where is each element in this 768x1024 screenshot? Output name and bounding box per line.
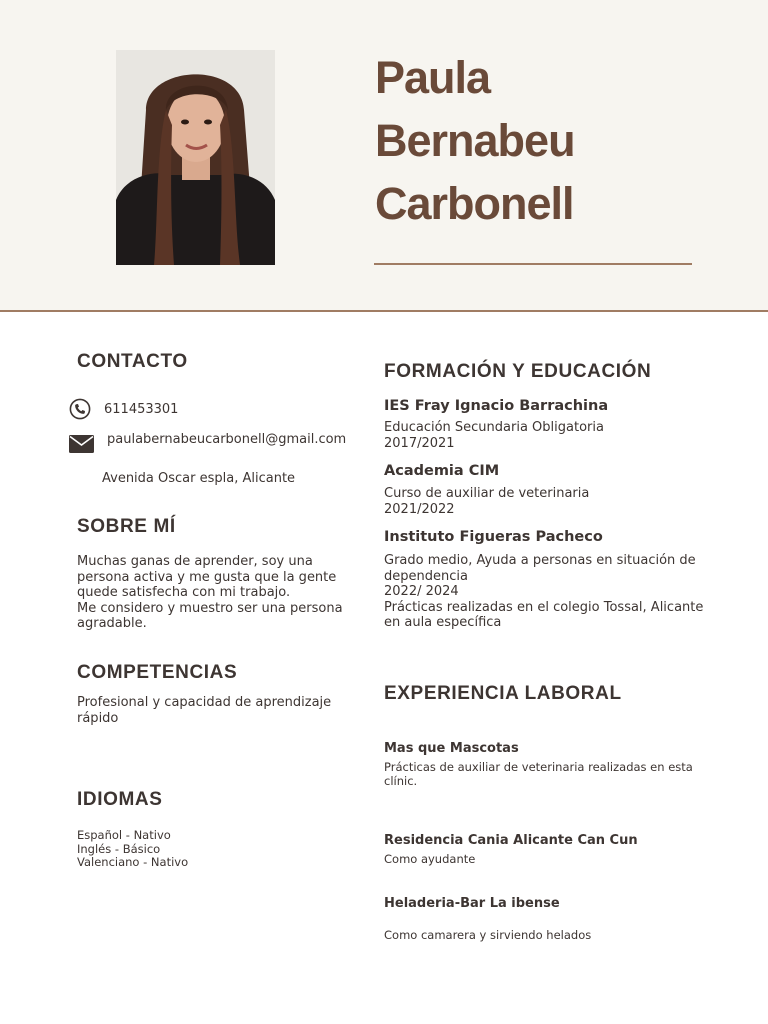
experience-line: Prácticas de auxiliar de veterinaria realizadas en esta <box>384 760 693 774</box>
education-line: 2021/2022 <box>384 501 455 517</box>
languages-title: IDIOMAS <box>77 789 163 810</box>
experience-title: EXPERIENCIA LABORAL <box>384 683 622 704</box>
contact-title: CONTACTO <box>77 351 188 372</box>
skills-text <box>77 695 367 726</box>
experience-details <box>384 852 475 866</box>
skills-title: COMPETENCIAS <box>77 662 238 683</box>
languages-list <box>77 829 188 870</box>
name-line-last: Carbonell <box>375 178 574 229</box>
experience-company: Heladeria-Bar La ibense <box>384 896 560 911</box>
education-line: en aula específica <box>384 615 502 631</box>
about-line: Muchas ganas de aprender, soy una <box>77 554 313 569</box>
experience-line: clínic. <box>384 774 418 788</box>
education-details <box>384 553 734 631</box>
about-line: agradable. <box>77 616 147 632</box>
experience-line: Como camarera y sirviendo helados <box>384 928 592 942</box>
education-line: 2022/ 2024 <box>384 584 459 600</box>
language-item: Español - Nativo <box>77 828 171 842</box>
education-line: dependencia <box>384 568 468 584</box>
about-line: Me considero y muestro ser una persona <box>77 600 343 616</box>
name-line-middle: Bernabeu <box>375 115 575 166</box>
language-item: Inglés - Básico <box>77 841 161 856</box>
experience-line: Como ayudante <box>384 852 476 866</box>
name-line-first: Paula <box>375 52 491 103</box>
education-line: Grado medio, Ayuda a personas en situación de <box>384 553 696 568</box>
contact-address: Avenida Oscar espla, Alicante <box>102 471 296 486</box>
about-text <box>77 554 367 632</box>
contact-email: paulabernabeucarbonell@gmail.com <box>107 432 347 447</box>
language-item: Valenciano - Nativo <box>77 855 189 869</box>
phone-icon <box>69 398 91 424</box>
experience-company: Mas que Mascotas <box>384 741 519 756</box>
education-line: Prácticas realizadas en el colegio Tossal, Alicante <box>384 599 704 615</box>
skills-line: Profesional y capacidad de aprendizaje <box>77 695 332 710</box>
contact-phone: 611453301 <box>104 402 179 417</box>
education-school: Instituto Figueras Pacheco <box>384 529 603 545</box>
full-name <box>375 46 735 235</box>
education-details <box>384 486 589 517</box>
header-divider <box>0 310 768 312</box>
experience-details <box>384 760 734 788</box>
education-school: IES Fray Ignacio Barrachina <box>384 398 609 414</box>
about-line: quede satisfecha con mi trabajo. <box>77 585 291 601</box>
education-details <box>384 420 604 451</box>
education-line: 2017/2021 <box>384 435 455 451</box>
profile-photo <box>116 50 275 265</box>
skills-line: rápido <box>77 710 119 726</box>
experience-company: Residencia Cania Alicante Can Cun <box>384 833 638 848</box>
education-title: FORMACIÓN Y EDUCACIÓN <box>384 361 652 382</box>
about-title: SOBRE MÍ <box>77 516 176 537</box>
education-line: Educación Secundaria Obligatoria <box>384 420 604 435</box>
name-underline <box>374 263 692 265</box>
education-line: Curso de auxiliar de veterinaria <box>384 486 590 501</box>
education-school: Academia CIM <box>384 463 500 479</box>
experience-details <box>384 928 591 942</box>
mail-icon <box>69 435 94 457</box>
about-line: persona activa y me gusta que la gente <box>77 569 337 585</box>
